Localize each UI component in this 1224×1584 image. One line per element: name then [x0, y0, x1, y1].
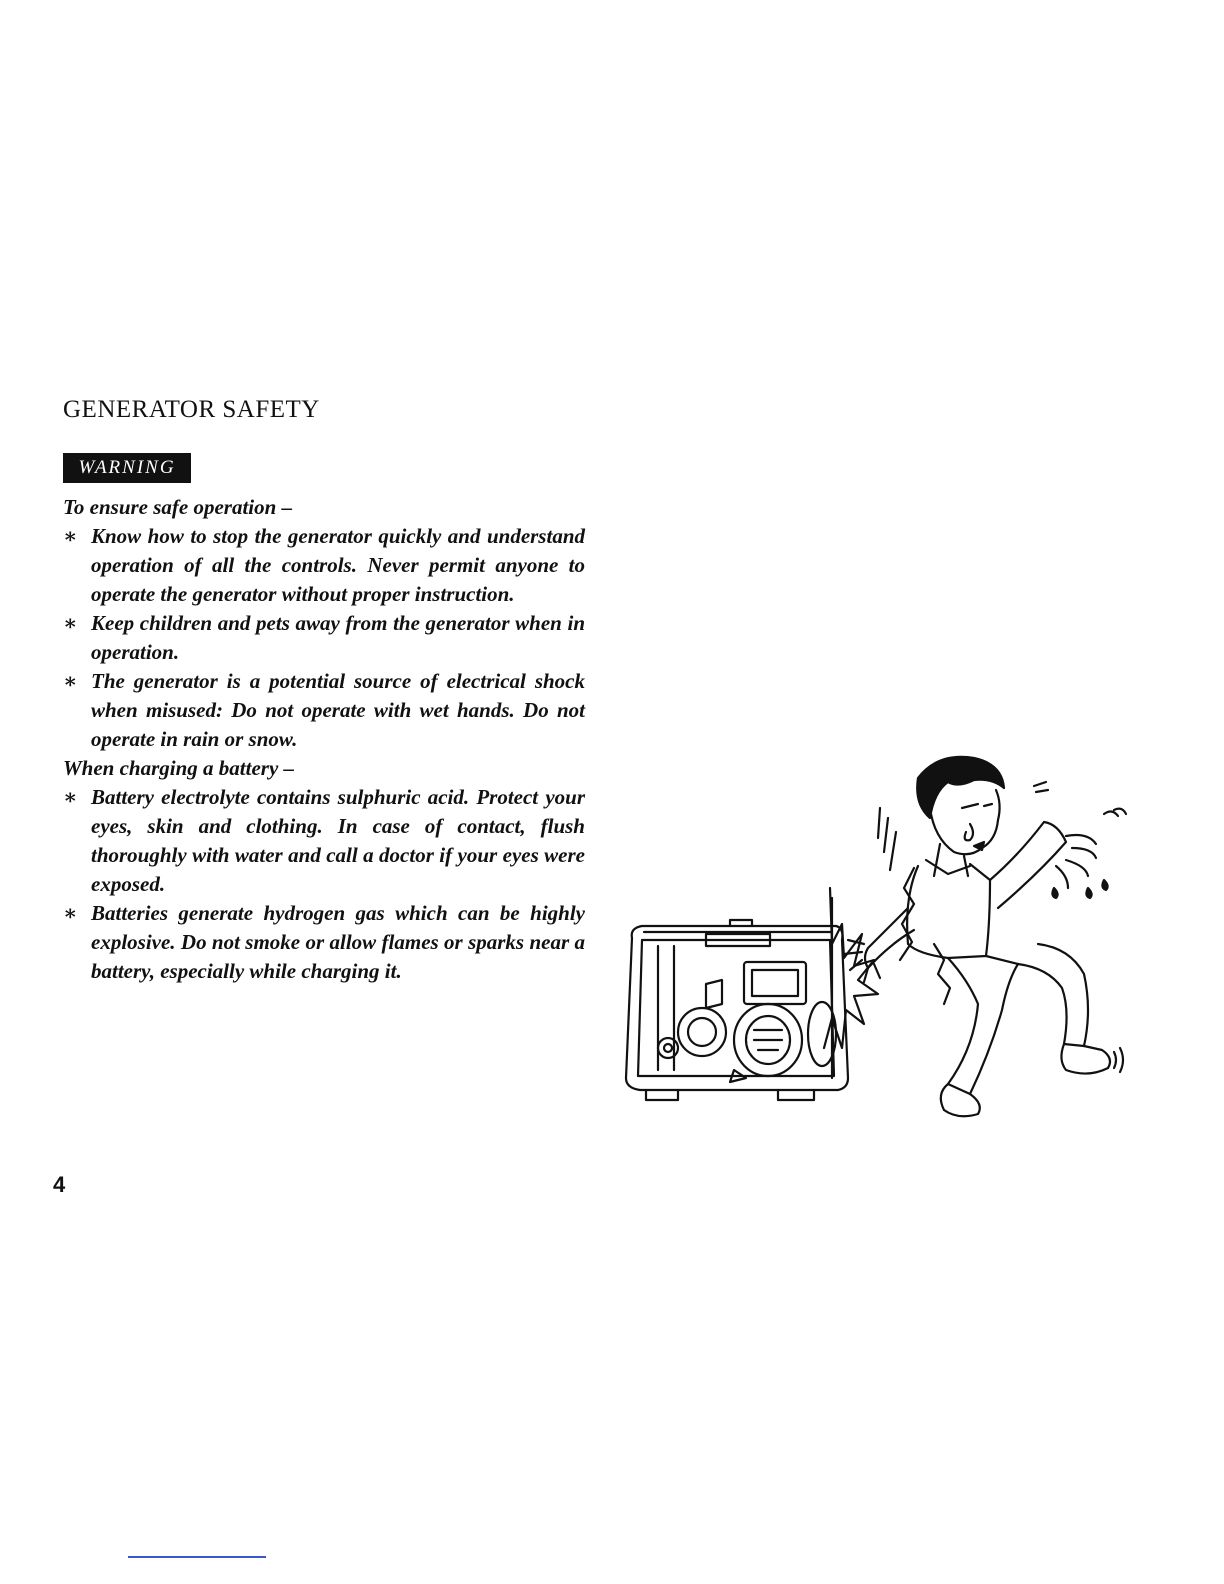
list-item	[63, 609, 585, 667]
electric-spark-drawing	[824, 888, 878, 1078]
list-item-text: Batteries generate hydrogen gas which can be highly explosive. Do not smoke or allow flames or sparks near a battery, especially while charging it.	[91, 901, 585, 983]
list-item	[63, 899, 585, 986]
section-lead: To ensure safe operation –	[63, 495, 293, 519]
bottom-rule	[128, 1556, 266, 1558]
list-item	[63, 783, 585, 899]
man-shocked-by-generator-illustration	[618, 748, 1138, 1128]
bullet-icon: ∗	[63, 785, 78, 809]
list-item-text: Keep children and pets away from the generator when in operation.	[91, 611, 585, 664]
warning-text-block	[63, 493, 585, 986]
illustration-svg	[618, 748, 1138, 1128]
list-item-text: Battery electrolyte contains sulphuric acid. Protect your eyes, skin and clothing. In case of contact, flush thoroughly with water and call a doctor if your eyes were exposed.	[91, 785, 585, 896]
section-lead: When charging a battery –	[63, 756, 295, 780]
page-number: 4	[53, 1172, 66, 1197]
list-item-text: The generator is a potential source of electrical shock when misused: Do not operate with wet hands. Do not operate in rain or snow.	[91, 669, 585, 751]
list-item	[63, 667, 585, 754]
bullet-icon: ∗	[63, 901, 78, 925]
warning-badge: WARNING	[63, 453, 191, 483]
safety-list	[63, 783, 585, 986]
safety-list	[63, 522, 585, 754]
bullet-icon: ∗	[63, 669, 78, 693]
list-item	[63, 522, 585, 609]
man-drawing	[844, 757, 1126, 1116]
page-title: GENERATOR SAFETY	[63, 396, 320, 423]
bullet-icon: ∗	[63, 524, 78, 548]
generator-drawing	[626, 920, 848, 1100]
bullet-icon: ∗	[63, 611, 78, 635]
list-item-text: Know how to stop the generator quickly and understand operation of all the controls. Never permit anyone to operate the generator without proper instruction.	[91, 524, 585, 606]
